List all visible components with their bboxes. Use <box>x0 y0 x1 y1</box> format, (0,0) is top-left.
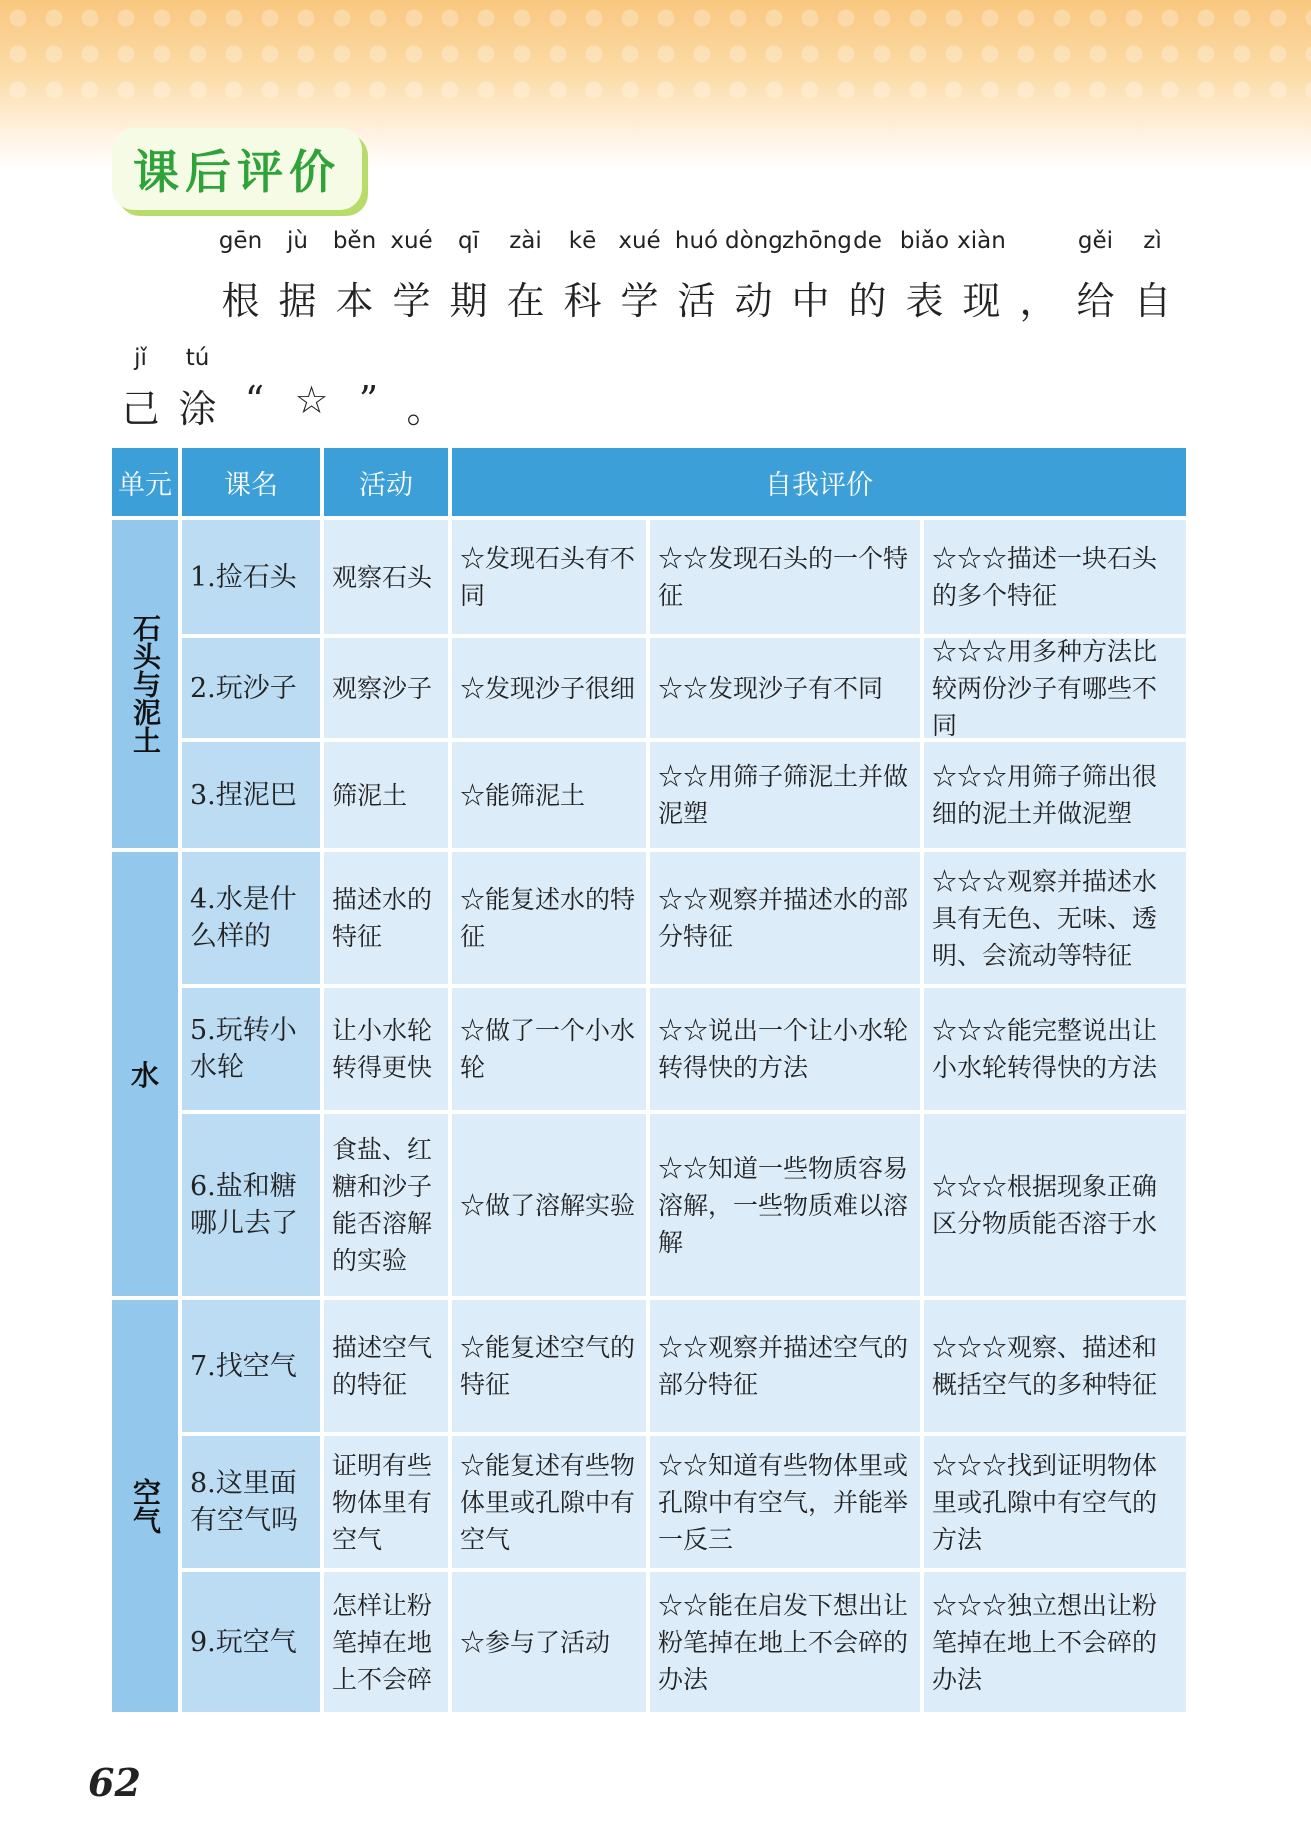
unit-label: 石头与泥土 <box>112 520 178 848</box>
section-title: 课后评价 <box>133 145 341 199</box>
activity-cell: 筛泥土 <box>324 742 448 848</box>
lesson-name-cell: 6.盐和糖哪儿去了 <box>182 1114 320 1296</box>
activity-cell: 描述空气的特征 <box>324 1300 448 1432</box>
eval-one-star-cell: ☆能筛泥土 <box>452 742 646 848</box>
eval-one-star-cell: ☆做了一个小水轮 <box>452 988 646 1110</box>
activity-cell: 怎样让粉笔掉在地上不会碎 <box>324 1572 448 1712</box>
hanzi-character: 表 <box>905 279 944 323</box>
eval-two-star-cell: ☆☆用筛子筛泥土并做泥塑 <box>650 742 920 848</box>
eval-two-star-cell: ☆☆知道有些物体里或孔隙中有空气，并能举一反三 <box>650 1436 920 1568</box>
instruction-pinyin-line-2 <box>112 345 226 371</box>
pinyin-syllable: qī <box>458 228 479 254</box>
header-activity: 活动 <box>324 448 448 516</box>
pinyin-syllable: zài <box>509 228 542 254</box>
unit-label: 水 <box>112 852 178 1296</box>
pinyin-syllable: běn <box>332 228 377 254</box>
pinyin-syllable: gēn <box>218 228 263 254</box>
eval-one-star-cell: ☆发现石头有不同 <box>452 520 646 634</box>
eval-two-star-cell: ☆☆能在启发下想出让粉笔掉在地上不会碎的办法 <box>650 1572 920 1712</box>
hanzi-character: 。 <box>406 387 445 431</box>
lesson-name-cell: 5.玩转小水轮 <box>182 988 320 1110</box>
hanzi-character: 在 <box>506 279 545 323</box>
eval-one-star-cell: ☆做了溶解实验 <box>452 1114 646 1296</box>
pinyin-syllable: zhōng <box>782 228 852 254</box>
lesson-name-cell: 2.玩沙子 <box>182 638 320 738</box>
eval-two-star-cell: ☆☆发现石头的一个特征 <box>650 520 920 634</box>
eval-one-star-cell: ☆参与了活动 <box>452 1572 646 1712</box>
pinyin-syllable: xué <box>390 228 433 254</box>
hanzi-character: ” <box>358 378 379 422</box>
lesson-name-cell: 8.这里面有空气吗 <box>182 1436 320 1568</box>
eval-one-star-cell: ☆能复述有些物体里或孔隙中有空气 <box>452 1436 646 1568</box>
pinyin-syllable <box>1010 228 1067 254</box>
header-self-evaluation: 自我评价 <box>452 448 1186 516</box>
hanzi-character: 自 <box>1133 279 1172 323</box>
page-number: 62 <box>88 1760 141 1805</box>
eval-two-star-cell: ☆☆观察并描述水的部分特征 <box>650 852 920 984</box>
eval-three-star-cell: ☆☆☆观察、描述和概括空气的多种特征 <box>924 1300 1186 1432</box>
pinyin-syllable: zì <box>1143 228 1162 254</box>
self-evaluation-table <box>112 448 1186 1712</box>
activity-cell: 观察石头 <box>324 520 448 634</box>
hanzi-character: ☆ <box>294 378 329 422</box>
dot-pattern <box>0 0 1311 110</box>
hanzi-character: 中 <box>791 279 830 323</box>
pinyin-syllable: huó <box>674 228 719 254</box>
section-title-badge <box>112 128 362 210</box>
eval-three-star-cell: ☆☆☆找到证明物体里或孔隙中有空气的方法 <box>924 1436 1186 1568</box>
lesson-name-cell: 7.找空气 <box>182 1300 320 1432</box>
lesson-name-cell: 4.水是什么样的 <box>182 852 320 984</box>
hanzi-character: 科 <box>563 279 602 323</box>
eval-three-star-cell: ☆☆☆用筛子筛出很细的泥土并做泥塑 <box>924 742 1186 848</box>
lesson-name-cell: 3.捏泥巴 <box>182 742 320 848</box>
instruction-text-line-1 <box>212 270 1181 325</box>
eval-two-star-cell: ☆☆发现沙子有不同 <box>650 638 920 738</box>
pinyin-syllable: de <box>853 228 882 254</box>
hanzi-character: 动 <box>734 279 773 323</box>
eval-three-star-cell: ☆☆☆独立想出让粉笔掉在地上不会碎的办法 <box>924 1572 1186 1712</box>
eval-one-star-cell: ☆能复述水的特征 <box>452 852 646 984</box>
hanzi-character: 给 <box>1076 279 1115 323</box>
eval-three-star-cell: ☆☆☆描述一块石头的多个特征 <box>924 520 1186 634</box>
hanzi-character: 的 <box>848 279 887 323</box>
activity-cell: 食盐、红糖和沙子能否溶解的实验 <box>324 1114 448 1296</box>
pinyin-syllable: xué <box>618 228 661 254</box>
eval-three-star-cell: ☆☆☆能完整说出让小水轮转得快的方法 <box>924 988 1186 1110</box>
eval-two-star-cell: ☆☆观察并描述空气的部分特征 <box>650 1300 920 1432</box>
instruction-text-line-2 <box>112 378 454 433</box>
activity-cell: 证明有些物体里有空气 <box>324 1436 448 1568</box>
eval-two-star-cell: ☆☆知道一些物质容易溶解，一些物质难以溶解 <box>650 1114 920 1296</box>
pinyin-syllable: gěi <box>1077 228 1114 254</box>
pinyin-syllable: biǎo <box>899 228 950 254</box>
activity-cell: 描述水的特征 <box>324 852 448 984</box>
pinyin-syllable: jù <box>287 228 308 254</box>
unit-label: 空气 <box>112 1300 178 1712</box>
hanzi-character: 学 <box>620 279 659 323</box>
hanzi-character: 涂 <box>178 387 217 431</box>
pinyin-syllable: dòng <box>725 228 783 254</box>
pinyin-syllable: xiàn <box>957 228 1006 254</box>
header-lesson: 课名 <box>182 448 320 516</box>
header-unit: 单元 <box>112 448 178 516</box>
eval-three-star-cell: ☆☆☆用多种方法比较两份沙子有哪些不同 <box>924 638 1186 738</box>
lesson-name-cell: 1.捡石头 <box>182 520 320 634</box>
eval-two-star-cell: ☆☆说出一个让小水轮转得快的方法 <box>650 988 920 1110</box>
hanzi-character: 己 <box>121 387 160 431</box>
activity-cell: 观察沙子 <box>324 638 448 738</box>
pinyin-syllable: tú <box>185 345 210 371</box>
hanzi-character: 学 <box>392 279 431 323</box>
hanzi-character: 期 <box>449 279 488 323</box>
eval-one-star-cell: ☆能复述空气的特征 <box>452 1300 646 1432</box>
instruction-pinyin-line-1 <box>212 228 1181 254</box>
hanzi-character: 活 <box>677 279 716 323</box>
pinyin-syllable: kē <box>568 228 597 254</box>
lesson-name-cell: 9.玩空气 <box>182 1572 320 1712</box>
eval-one-star-cell: ☆发现沙子很细 <box>452 638 646 738</box>
hanzi-character: ， <box>1019 279 1058 323</box>
hanzi-character: 据 <box>278 279 317 323</box>
eval-three-star-cell: ☆☆☆根据现象正确区分物质能否溶于水 <box>924 1114 1186 1296</box>
hanzi-character: 现 <box>962 279 1001 323</box>
hanzi-character: 本 <box>335 279 374 323</box>
eval-three-star-cell: ☆☆☆观察并描述水具有无色、无味、透明、会流动等特征 <box>924 852 1186 984</box>
hanzi-character: “ <box>244 378 265 422</box>
hanzi-character: 根 <box>221 279 260 323</box>
activity-cell: 让小水轮转得更快 <box>324 988 448 1110</box>
pinyin-syllable: jǐ <box>134 345 147 371</box>
